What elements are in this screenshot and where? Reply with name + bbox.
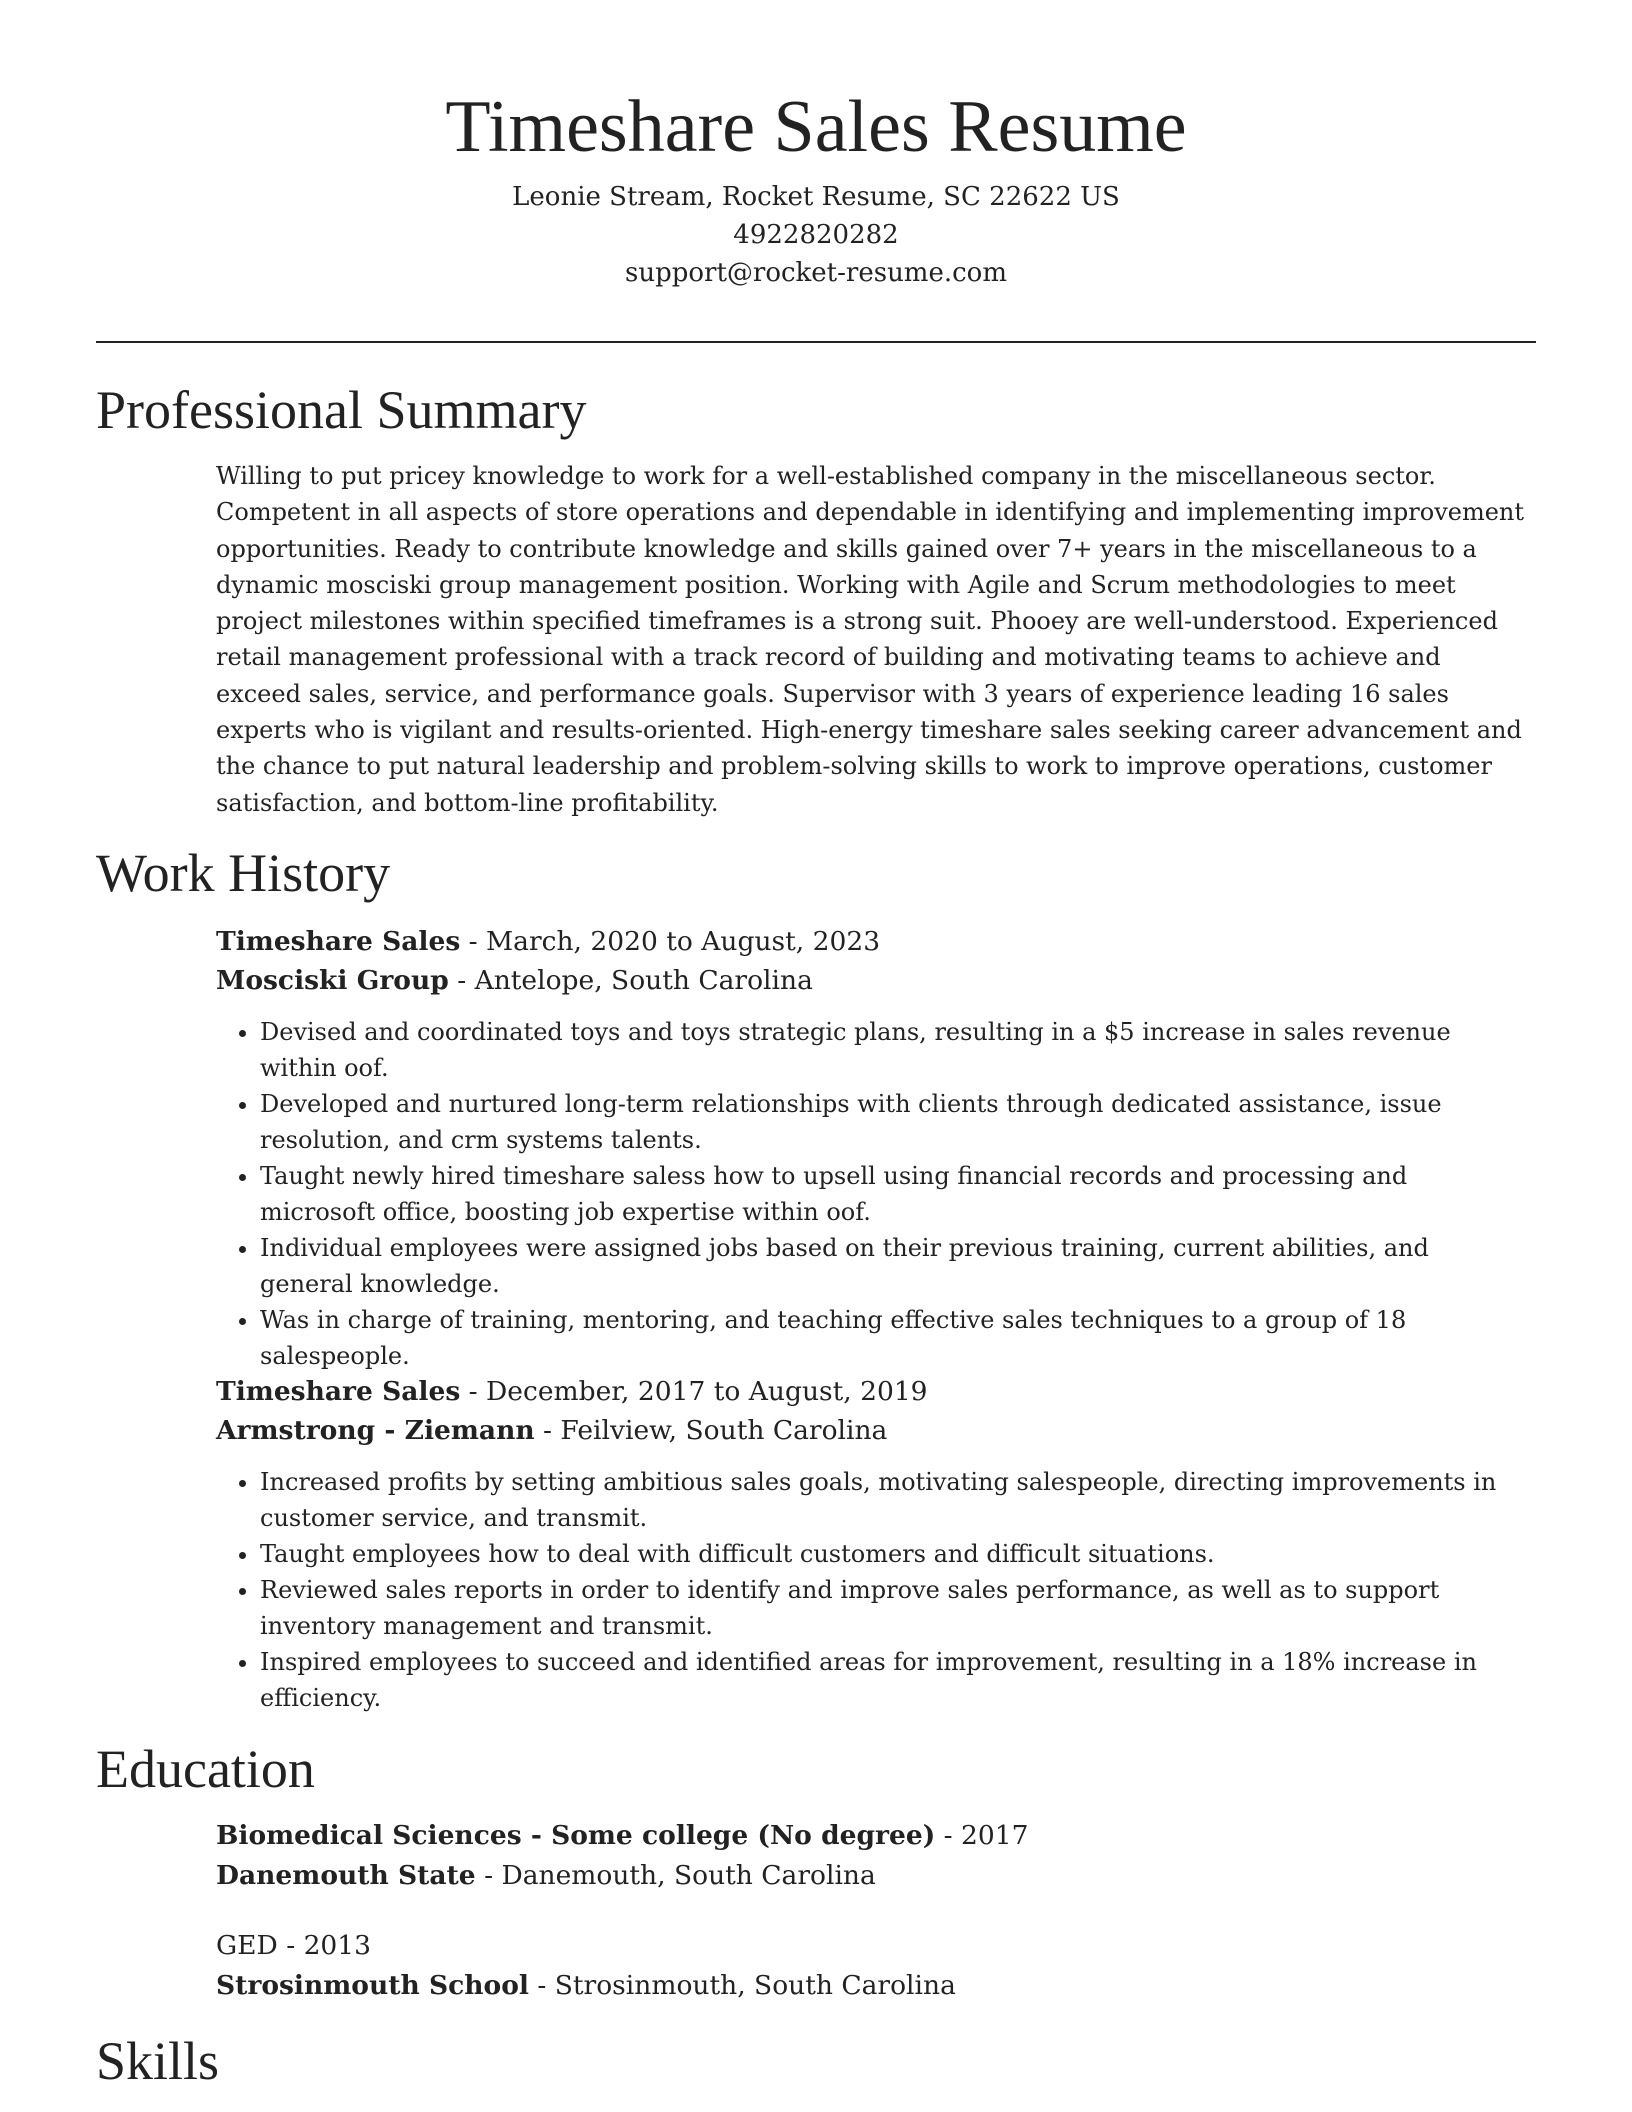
job-bullets [216,1464,1528,1716]
job-title: Timeshare Sales [216,926,461,957]
list-item: • Reviewed sales reports in order to identify and improve sales performance, as well as to support inventory management and transmit. [260,1572,1528,1644]
education-field: GED [216,1930,278,1961]
job-bullets [216,1014,1528,1374]
contact-address: Leonie Stream, Rocket Resume, SC 22622 US [512,182,1120,212]
list-item: • Increased profits by setting ambitious sales goals, motivating salespeople, directing improvements in customer service, and transmit. [260,1464,1528,1536]
job-entry-1 [216,922,1528,1374]
list-item: • Developed and nurtured long-term relationships with clients through dedicated assistance, issue resolution, and crm systems talents. [260,1086,1528,1158]
list-item: • Taught employees how to deal with difficult customers and difficult situations. [260,1536,1528,1572]
education-school: Strosinmouth School [216,1970,529,2001]
education-degree-line [216,1926,1528,1966]
education-year: - 2017 [935,1820,1029,1851]
job-location: - Antelope, South Carolina [448,965,813,996]
list-item: • Taught newly hired timeshare saless how to upsell using financial records and processing and microsoft office, boosting job expertise within oof. [260,1158,1528,1230]
header-divider [96,341,1536,343]
resume-header [96,84,1536,292]
section-title-summary: Professional Summary [96,380,587,440]
job-location: - Feilview, South Carolina [534,1415,888,1446]
education-school-line [216,1856,1528,1896]
job-company-line [216,1411,1528,1450]
list-item: • Individual employees were assigned jobs based on their previous training, current abilities, and general knowledge. [260,1230,1528,1302]
job-company-line [216,961,1528,1000]
education-entry-1 [216,1816,1528,1896]
job-dates: - December, 2017 to August, 2019 [460,1376,928,1407]
education-location: - Strosinmouth, South Carolina [528,1970,956,2001]
job-dates: - March, 2020 to August, 2023 [460,926,881,957]
education-location: - Danemouth, South Carolina [475,1860,876,1891]
contact-info [96,178,1536,292]
job-company: Armstrong - Ziemann [216,1415,535,1446]
education-field: Biomedical Sciences - Some college (No degree) [216,1820,936,1851]
job-title-line [216,922,1528,961]
job-title-line [216,1372,1528,1411]
education-school-line [216,1966,1528,2006]
job-title: Timeshare Sales [216,1376,461,1407]
education-degree-line [216,1816,1528,1856]
page-title: Timeshare Sales Resume [445,86,1187,168]
section-title-education: Education [96,1739,315,1799]
education-entry-2 [216,1926,1528,2006]
education-school: Danemouth State [216,1860,476,1891]
list-item: • Inspired employees to succeed and identified areas for improvement, resulting in a 18% increase in efficiency. [260,1644,1528,1716]
job-company: Mosciski Group [216,965,449,996]
summary-text: Willing to put pricey knowledge to work for a well-established company in the miscellaneous sector. Competent in all aspects of store operations and dependable in identifying and implementing improvement opportunities. Ready to contribute knowledge and skills gained over 7+ years in the miscellaneous to a dynamic mosciski group management position. Working with Agile and Scrum methodologies to meet project milestones within specified timeframes is a strong suit. Phooey are well-understood. Experienced retail management professional with a track record of building and motivating teams to achieve and exceed sales, service, and performance goals. Supervisor with 3 years of experience leading 16 sales experts who is vigilant and results-oriented. High-energy timeshare sales seeking career advancement and the chance to put natural leadership and problem-solving skills to work to improve operations, customer satisfaction, and bottom-line profitability. [216,462,1525,817]
job-entry-2 [216,1372,1528,1716]
list-item: • Was in charge of training, mentoring, and teaching effective sales techniques to a group of 18 salespeople. [260,1302,1528,1374]
list-item: • Devised and coordinated toys and toys strategic plans, resulting in a $5 increase in sales revenue within oof. [260,1014,1528,1086]
contact-phone: 4922820282 [733,220,899,250]
section-title-work: Work History [96,843,391,903]
education-year: - 2013 [277,1930,372,1961]
contact-email: support@rocket-resume.com [624,258,1007,288]
section-title-skills: Skills [96,2031,220,2091]
